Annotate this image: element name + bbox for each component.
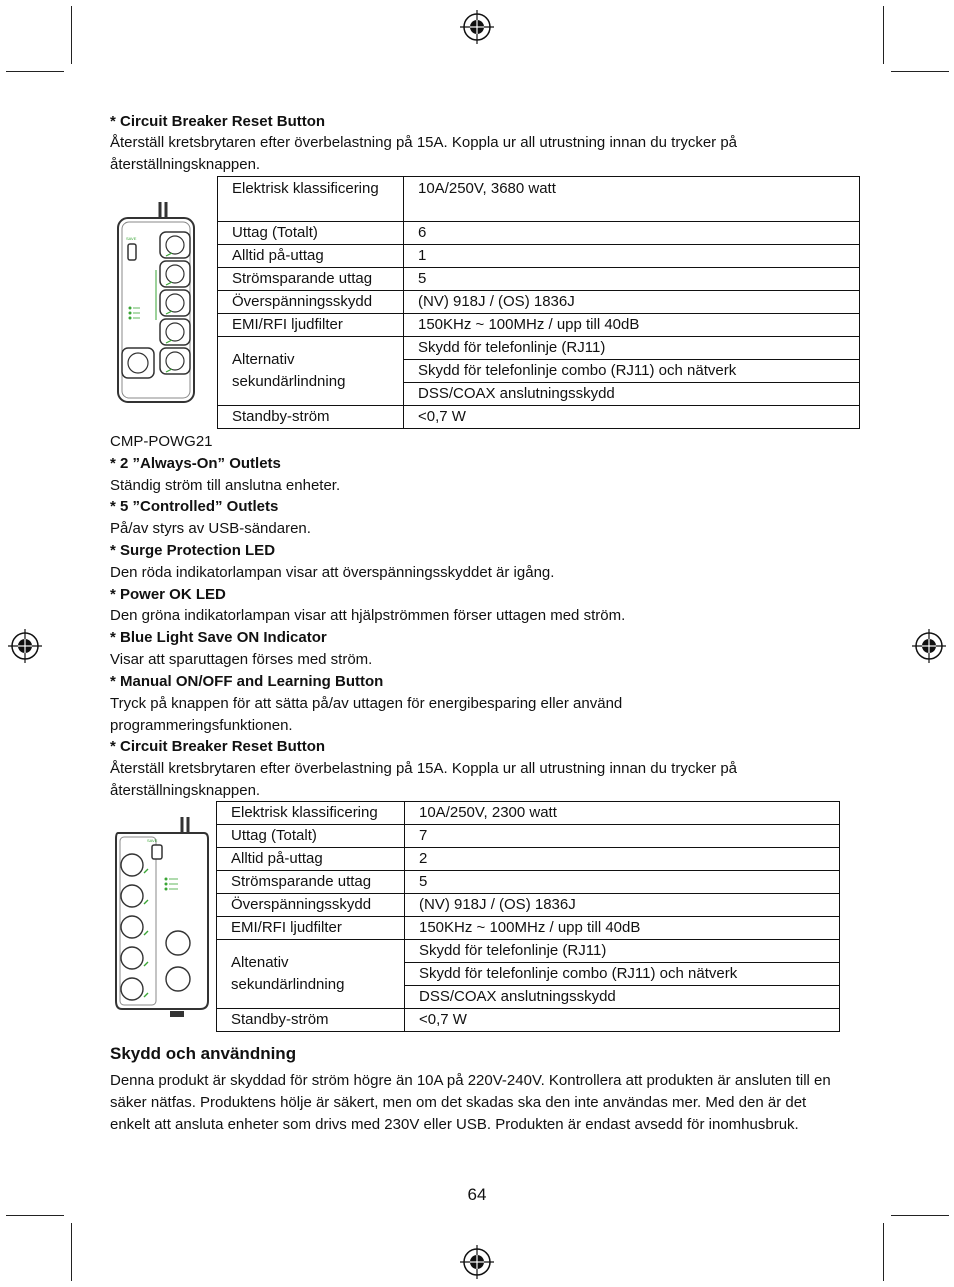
table-row [218,177,860,222]
table-row [217,848,840,871]
table-row [218,314,860,337]
spec-label: Överspänningsskydd [218,291,404,314]
spec-label: Standby-ström [217,1009,405,1032]
spec-value: 150KHz ~ 100MHz / upp till 40dB [405,917,840,940]
table-row [217,917,840,940]
feature-title: * 2 ”Always-On” Outlets [110,455,281,472]
spec-label: EMI/RFI ljudfilter [218,314,404,337]
power-strip-icon [112,200,200,405]
table-row [218,222,860,245]
spec-label: Alltid på-uttag [218,245,404,268]
table-row [218,245,860,268]
spec-value: 10A/250V, 2300 watt [405,802,840,825]
table-row [218,406,860,429]
spec-label: EMI/RFI ljudfilter [217,917,405,940]
page-number: 64 [467,1185,487,1204]
spec-label: Strömsparande uttag [218,268,404,291]
table-row [218,337,860,360]
table-row [217,894,840,917]
spec-value: 2 [405,848,840,871]
spec-label: Elektrisk klassificering [217,802,405,825]
crop-mark [891,1215,949,1216]
feature-body: Ständig ström till anslutna enheter. [110,477,341,494]
spec-label: Elektrisk klassificering [218,177,404,222]
spec-value: (NV) 918J / (OS) 1836J [404,291,860,314]
feature-body: På/av styrs av USB-sändaren. [110,520,311,537]
crop-mark [71,1223,72,1281]
spec-value: DSS/COAX anslutningsskydd [404,383,860,406]
feature-body: Den gröna indikatorlampan visar att hjälpströmmen förser uttagen med ström. [110,607,626,624]
spec-value: 150KHz ~ 100MHz / upp till 40dB [404,314,860,337]
feature-body: Tryck på knappen för att sätta på/av uttagen för energibesparing eller använd programmeringsfunktionen. [110,695,623,734]
section-title: * Circuit Breaker Reset Button [110,113,326,130]
crop-mark [6,71,64,72]
spec-value: 5 [404,268,860,291]
spec-value: DSS/COAX anslutningsskydd [405,986,840,1009]
spec-value: 1 [404,245,860,268]
spec-table [217,176,860,429]
section-heading: Skydd och användning [110,1044,297,1063]
table-row [218,268,860,291]
feature-title: * Power OK LED [110,586,226,603]
table-row [217,871,840,894]
spec-label: Altenativ sekundärlindning [217,940,405,1009]
spec-value: Skydd för telefonlinje combo (RJ11) och nätverk [405,963,840,986]
crop-mark [71,6,72,64]
feature-body: Visar att sparuttagen förses med ström. [110,651,373,668]
crop-mark [883,6,884,64]
spec-label: Överspänningsskydd [217,894,405,917]
spec-label: Standby-ström [218,406,404,429]
spec-label: Uttag (Totalt) [217,825,405,848]
feature-title: * 5 ”Controlled” Outlets [110,498,279,515]
svg-text:SAVE: SAVE [126,236,137,241]
table-row [217,825,840,848]
spec-value: 7 [405,825,840,848]
power-strip-icon [110,815,212,1020]
registration-mark-icon [460,1245,494,1279]
section-body: Återställ kretsbrytaren efter överbelastning på 15A. Koppla ur all utrustning innan du trycker på återställningsknappen. [110,134,738,173]
table-row [217,940,840,963]
table-row [217,1009,840,1032]
svg-text:SAVE: SAVE [147,838,158,843]
table-row [217,802,840,825]
spec-table [216,801,840,1032]
spec-value: (NV) 918J / (OS) 1836J [405,894,840,917]
crop-mark [6,1215,64,1216]
registration-mark-icon [460,10,494,44]
feature-title: * Manual ON/OFF and Learning Button [110,673,384,690]
spec-value: Skydd för telefonlinje (RJ11) [405,940,840,963]
spec-label: Strömsparande uttag [217,871,405,894]
spec-value: 10A/250V, 3680 watt [404,177,860,222]
crop-mark [883,1223,884,1281]
spec-value: Skydd för telefonlinje combo (RJ11) och nätverk [404,360,860,383]
spec-value: <0,7 W [405,1009,840,1032]
crop-mark [891,71,949,72]
registration-mark-icon [8,629,42,663]
spec-value: <0,7 W [404,406,860,429]
table-row [218,291,860,314]
spec-label: Alltid på-uttag [217,848,405,871]
feature-body: Återställ kretsbrytaren efter överbelastning på 15A. Koppla ur all utrustning innan du trycker på återställningsknappen. [110,760,738,799]
spec-value: 5 [405,871,840,894]
registration-mark-icon [912,629,946,663]
feature-title: * Circuit Breaker Reset Button [110,738,326,755]
model-number: CMP-POWG21 [110,433,213,450]
feature-body: Den röda indikatorlampan visar att överspänningsskyddet är igång. [110,564,555,581]
spec-label: Uttag (Totalt) [218,222,404,245]
spec-value: 6 [404,222,860,245]
section-body: Denna produkt är skyddad för ström högre än 10A på 220V-240V. Kontrollera att produkten är ansluten till en säker nätfas. Produktens hölje är säkert, men om det skadas ska den inte användas mer. Med den är det enkelt att ansluta enheter som drivs med 230V eller USB. Produkten är endast avsedd för inomhusbruk. [110,1072,831,1133]
feature-title: * Surge Protection LED [110,542,276,559]
spec-label: Alternativ sekundärlindning [218,337,404,406]
spec-value: Skydd för telefonlinje (RJ11) [404,337,860,360]
feature-title: * Blue Light Save ON Indicator [110,629,327,646]
